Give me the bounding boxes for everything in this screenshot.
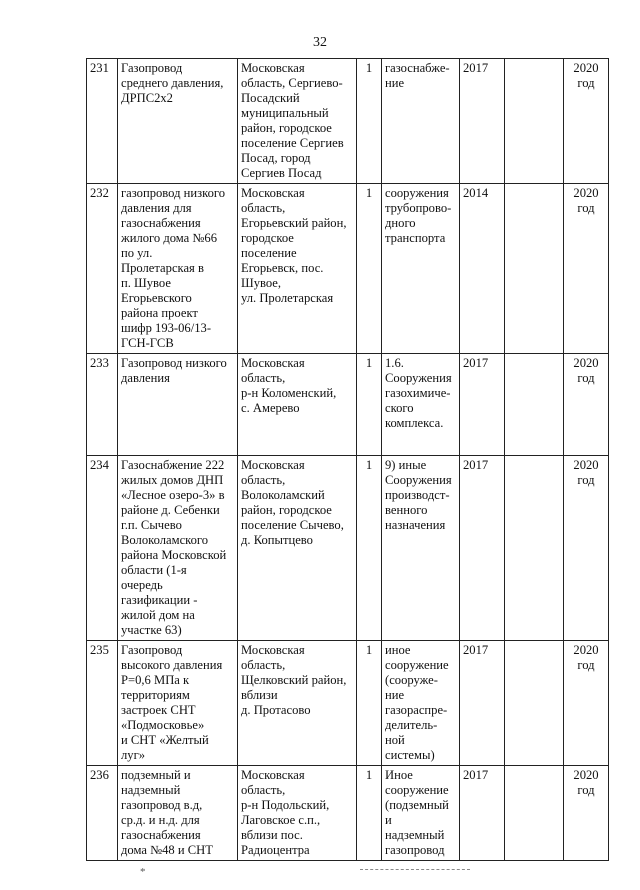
object-name: Газопровод высокого давления Р=0,6 МПа к территориям застроек СНТ «Подмосковье» и СНТ «Желтый луг» <box>118 641 238 766</box>
row-number: 234 <box>87 456 118 641</box>
empty-cell <box>505 641 564 766</box>
object-term: 2020 год <box>564 354 609 456</box>
object-term: 2020 год <box>564 184 609 354</box>
object-type: 9) иные Сооружения производст- венного назначения <box>382 456 460 641</box>
object-address: Московская область, р-н Подольский, Лаговское с.п., вблизи пос. Радиоцентра <box>238 766 357 861</box>
object-quantity: 1 <box>357 354 382 456</box>
object-year: 2017 <box>460 641 505 766</box>
object-name: подземный и надземный газопровод в.д, ср.д. и н.д. для газоснабжения дома №48 и СНТ <box>118 766 238 861</box>
footer-divider <box>360 869 470 870</box>
empty-cell <box>505 766 564 861</box>
empty-cell <box>505 184 564 354</box>
object-address: Московская область, р-н Коломенский, с. Амерево <box>238 354 357 456</box>
object-name: газопровод низкого давления для газоснабжения жилого дома №66 по ул. Пролетарская в п. Шувое Егорьевского района проект шифр 193-06/13- ГСН-ГСВ <box>118 184 238 354</box>
object-year: 2017 <box>460 456 505 641</box>
row-number: 235 <box>87 641 118 766</box>
object-year: 2014 <box>460 184 505 354</box>
object-name: Газоснабжение 222 жилых домов ДНП «Лесное озеро-3» в районе д. Себенки г.п. Сычево Волоколамского района Московской области (1-я очередь газификации - жилой дом на участке 63) <box>118 456 238 641</box>
object-name: Газопровод низкого давления <box>118 354 238 456</box>
object-quantity: 1 <box>357 456 382 641</box>
table-row <box>87 766 609 861</box>
object-type: сооружения трубопрово- дного транспорта <box>382 184 460 354</box>
object-quantity: 1 <box>357 184 382 354</box>
footer-mark: * <box>140 866 146 878</box>
object-name: Газопровод среднего давления, ДРПС2х2 <box>118 59 238 184</box>
object-term: 2020 год <box>564 766 609 861</box>
object-address: Московская область, Щелковский район, вблизи д. Протасово <box>238 641 357 766</box>
row-number: 236 <box>87 766 118 861</box>
object-type: газоснабже- ние <box>382 59 460 184</box>
page-number: 32 <box>313 35 327 50</box>
table-row <box>87 641 609 766</box>
object-term: 2020 год <box>564 59 609 184</box>
object-term: 2020 год <box>564 456 609 641</box>
object-address: Московская область, Егорьевский район, городское поселение Егорьевск, пос. Шувое, ул. Пролетарская <box>238 184 357 354</box>
object-address: Московская область, Волоколамский район, городское поселение Сычево, д. Копытцево <box>238 456 357 641</box>
object-type: Иное сооружение (подземный и надземный газопровод <box>382 766 460 861</box>
table-row <box>87 59 609 184</box>
row-number: 232 <box>87 184 118 354</box>
row-number: 233 <box>87 354 118 456</box>
object-address: Московская область, Сергиево- Посадский муниципальный район, городское поселение Сергиев Посад, город Сергиев Посад <box>238 59 357 184</box>
empty-cell <box>505 59 564 184</box>
object-quantity: 1 <box>357 766 382 861</box>
row-number: 231 <box>87 59 118 184</box>
object-type: 1.6. Сооружения газохимиче- ского комплекса. <box>382 354 460 456</box>
object-quantity: 1 <box>357 59 382 184</box>
table-row <box>87 456 609 641</box>
table-row <box>87 354 609 456</box>
object-term: 2020 год <box>564 641 609 766</box>
object-year: 2017 <box>460 766 505 861</box>
object-year: 2017 <box>460 354 505 456</box>
object-type: иное сооружение (сооруже- ние газораспре- делитель- ной системы) <box>382 641 460 766</box>
object-quantity: 1 <box>357 641 382 766</box>
table-row <box>87 184 609 354</box>
registry-table <box>86 58 609 861</box>
object-year: 2017 <box>460 59 505 184</box>
empty-cell <box>505 456 564 641</box>
empty-cell <box>505 354 564 456</box>
